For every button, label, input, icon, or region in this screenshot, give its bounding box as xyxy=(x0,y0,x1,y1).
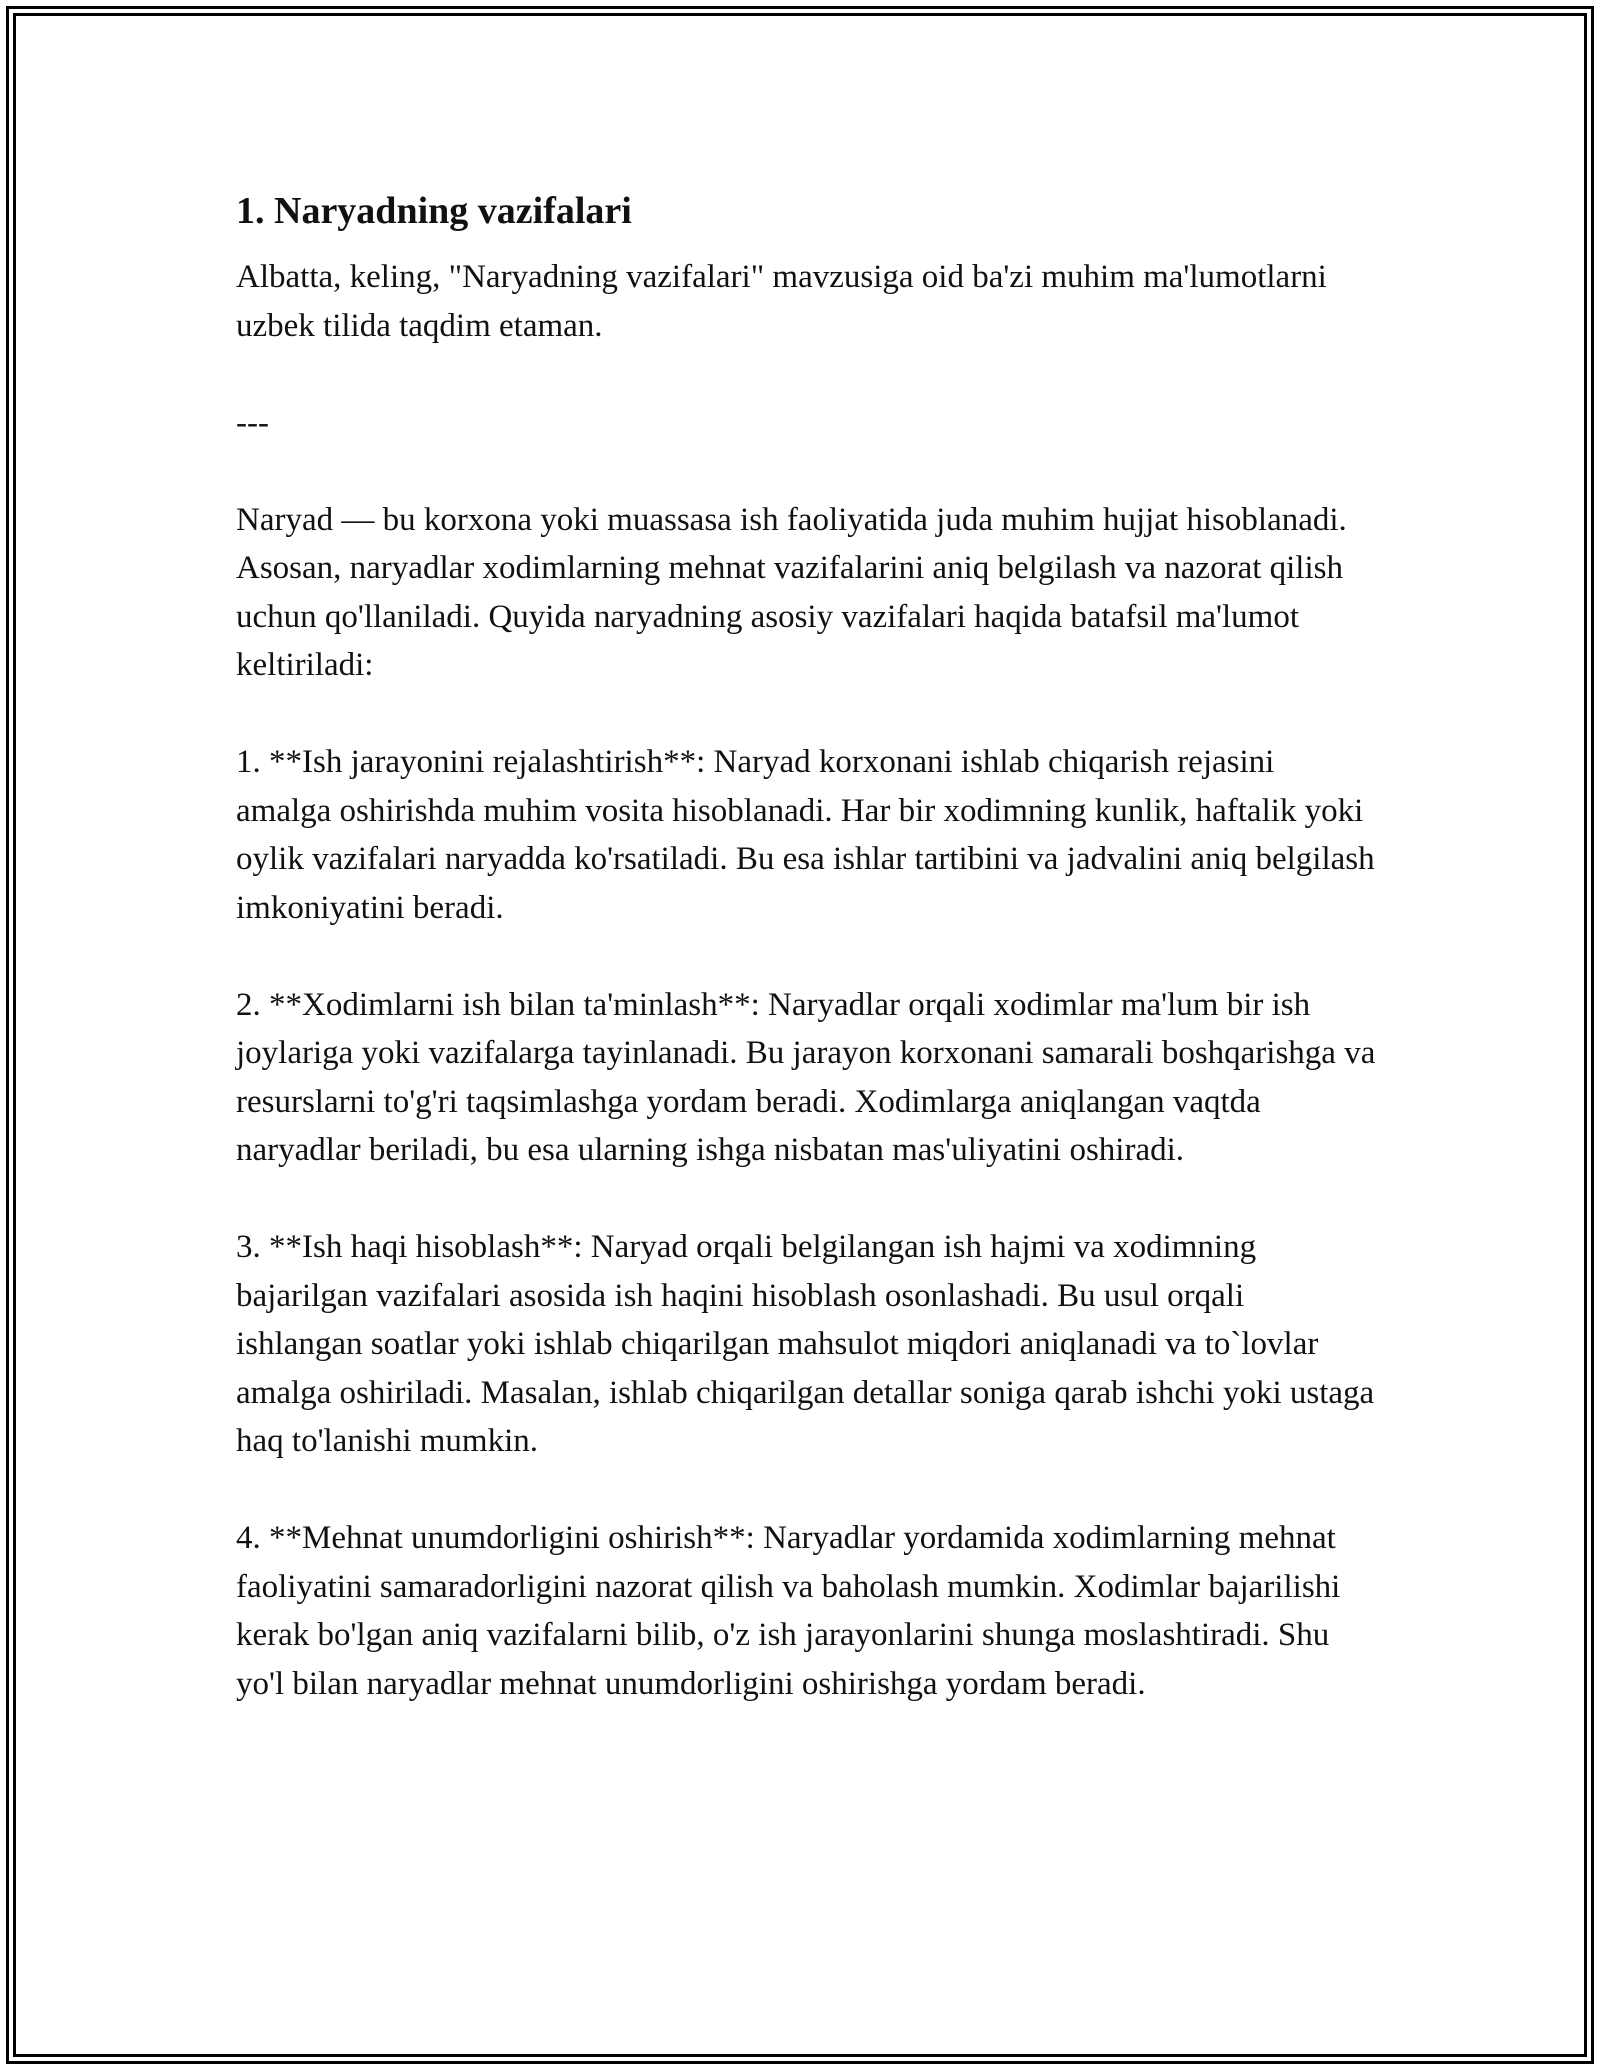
spacer xyxy=(236,1466,1376,1515)
list-item-1: 1. **Ish jarayonini rejalashtirish**: Naryad korxonani ishlab chiqarish rejasini amalga oshirishda muhim vosita hisoblanadi. Har bir xodimning kunlik, haftalik yoki oylik vazifalari naryadda ko'rsatiladi. Bu esa ishlar tartibini va jadvalini aniq belgilash imkoniyatini beradi. xyxy=(236,744,1383,926)
lead-paragraph: Naryad — bu korxona yoki muassasa ish faoliyatida juda muhim hujjat hisoblanadi. Asosan, naryadlar xodimlarning mehnat vazifalarini aniq belgilash va nazorat qilish uchun qo'llaniladi. Quyida naryadning asosiy vazifalari haqida batafsil ma'lumot keltiriladi: xyxy=(236,501,1354,683)
spacer xyxy=(236,690,1376,739)
document-body xyxy=(236,187,1384,1708)
spacer xyxy=(236,932,1376,981)
list-item-4: 4. **Mehnat unumdorligini oshirish**: Naryadlar yordamida xodimlarning mehnat faoliyatini samaradorligini nazorat qilish va baholash mumkin. Xodimlar bajarilishi kerak bo'lgan aniq vazifalarni bilib, o'z ish jarayonlarini shunga moslashtiradi. Shu yo'l bilan naryadlar mehnat unumdorligini oshirishga yordam beradi. xyxy=(236,1520,1349,1702)
intro-paragraph: Albatta, keling, "Naryadning vazifalari" mavzusiga oid ba'zi muhim ma'lumotlarni uzbek tilida taqdim etaman. xyxy=(236,259,1336,344)
list-item-2: 2. **Xodimlarni ish bilan ta'minlash**: Naryadlar orqali xodimlar ma'lum bir ish joylariga yoki vazifalarga tayinlanadi. Bu jarayon korxonani samarali boshqarishga va resurslarni to'g'ri taqsimlashga yordam beradi. Xodimlarga aniqlangan vaqtda naryadlar beriladi, bu esa ularning ishga nisbatan mas'uliyatini oshiradi. xyxy=(236,986,1384,1168)
separator-line: --- xyxy=(236,404,269,441)
spacer xyxy=(236,1175,1376,1224)
list-item-3: 3. **Ish haqi hisoblash**: Naryad orqali belgilangan ish hajmi va xodimning bajarilgan vazifalari asosida ish haqini hisoblash osonlashadi. Bu usul orqali ishlangan soatlar yoki ishlab chiqarilgan mahsulot miqdori aniqlanadi va to`lovlar amalga oshiriladi. Masalan, ishlab chiqarilgan detallar soniga qarab ishchi yoki ustaga haq to'lanishi mumkin. xyxy=(236,1229,1383,1459)
spacer xyxy=(236,350,1376,399)
spacer xyxy=(236,447,1376,496)
document-heading: 1. Naryadning vazifalari xyxy=(236,190,632,232)
